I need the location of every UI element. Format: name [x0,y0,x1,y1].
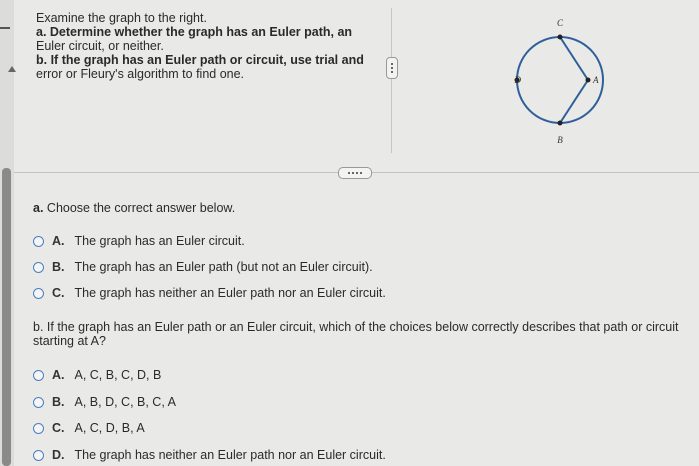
arrow-up-icon[interactable] [8,66,16,72]
part-b-option-b[interactable]: B. A, B, D, C, B, C, A [33,395,176,409]
vertex-b [558,121,563,126]
part-a-prompt: a. Choose the correct answer below. [33,201,236,215]
question-line: a. Determine whether the graph has an Euler path, an [36,25,353,39]
question-line: b. If the graph has an Euler path or circuit, use trial and [36,53,364,67]
collapse-icon[interactable] [0,27,10,29]
question-text [36,11,366,81]
label-b: B [557,135,563,145]
vertex-c [558,35,563,40]
horizontal-resize-handle[interactable] [338,167,372,179]
part-b-prompt: b. If the graph has an Euler path or an Euler circuit, which of the choices below correctly describes that path or circuit starting at A? [33,320,679,348]
scrollbar-thumb[interactable] [2,168,11,466]
vertical-resize-handle[interactable] [386,57,398,79]
label-d: D [514,75,521,85]
part-a-option-b[interactable]: B. The graph has an Euler path (but not an Euler circuit). [33,260,373,274]
radio-button[interactable] [33,288,44,299]
question-line: Euler circuit, or neither. [36,39,164,53]
question-line: Examine the graph to the right. [36,11,207,25]
radio-button[interactable] [33,423,44,434]
radio-button[interactable] [33,370,44,381]
radio-button[interactable] [33,236,44,247]
radio-button[interactable] [33,450,44,461]
radio-button[interactable] [33,397,44,408]
euler-graph [508,10,618,150]
radio-button[interactable] [33,262,44,273]
part-b-option-c[interactable]: C. A, C, D, B, A [33,421,145,435]
label-c: C [556,18,564,28]
question-line: error or Fleury's algorithm to find one. [36,67,245,81]
part-a-option-c[interactable]: C. The graph has neither an Euler path nor an Euler circuit. [33,286,386,300]
label-a: A [593,75,599,85]
part-a-option-a[interactable]: A. The graph has an Euler circuit. [33,234,245,248]
part-b-option-a[interactable]: A. A, C, B, C, D, B [33,368,161,382]
part-b-option-d[interactable]: D. The graph has neither an Euler path nor an Euler circuit. [33,448,386,462]
vertical-divider [391,8,392,153]
vertex-a [586,78,591,83]
